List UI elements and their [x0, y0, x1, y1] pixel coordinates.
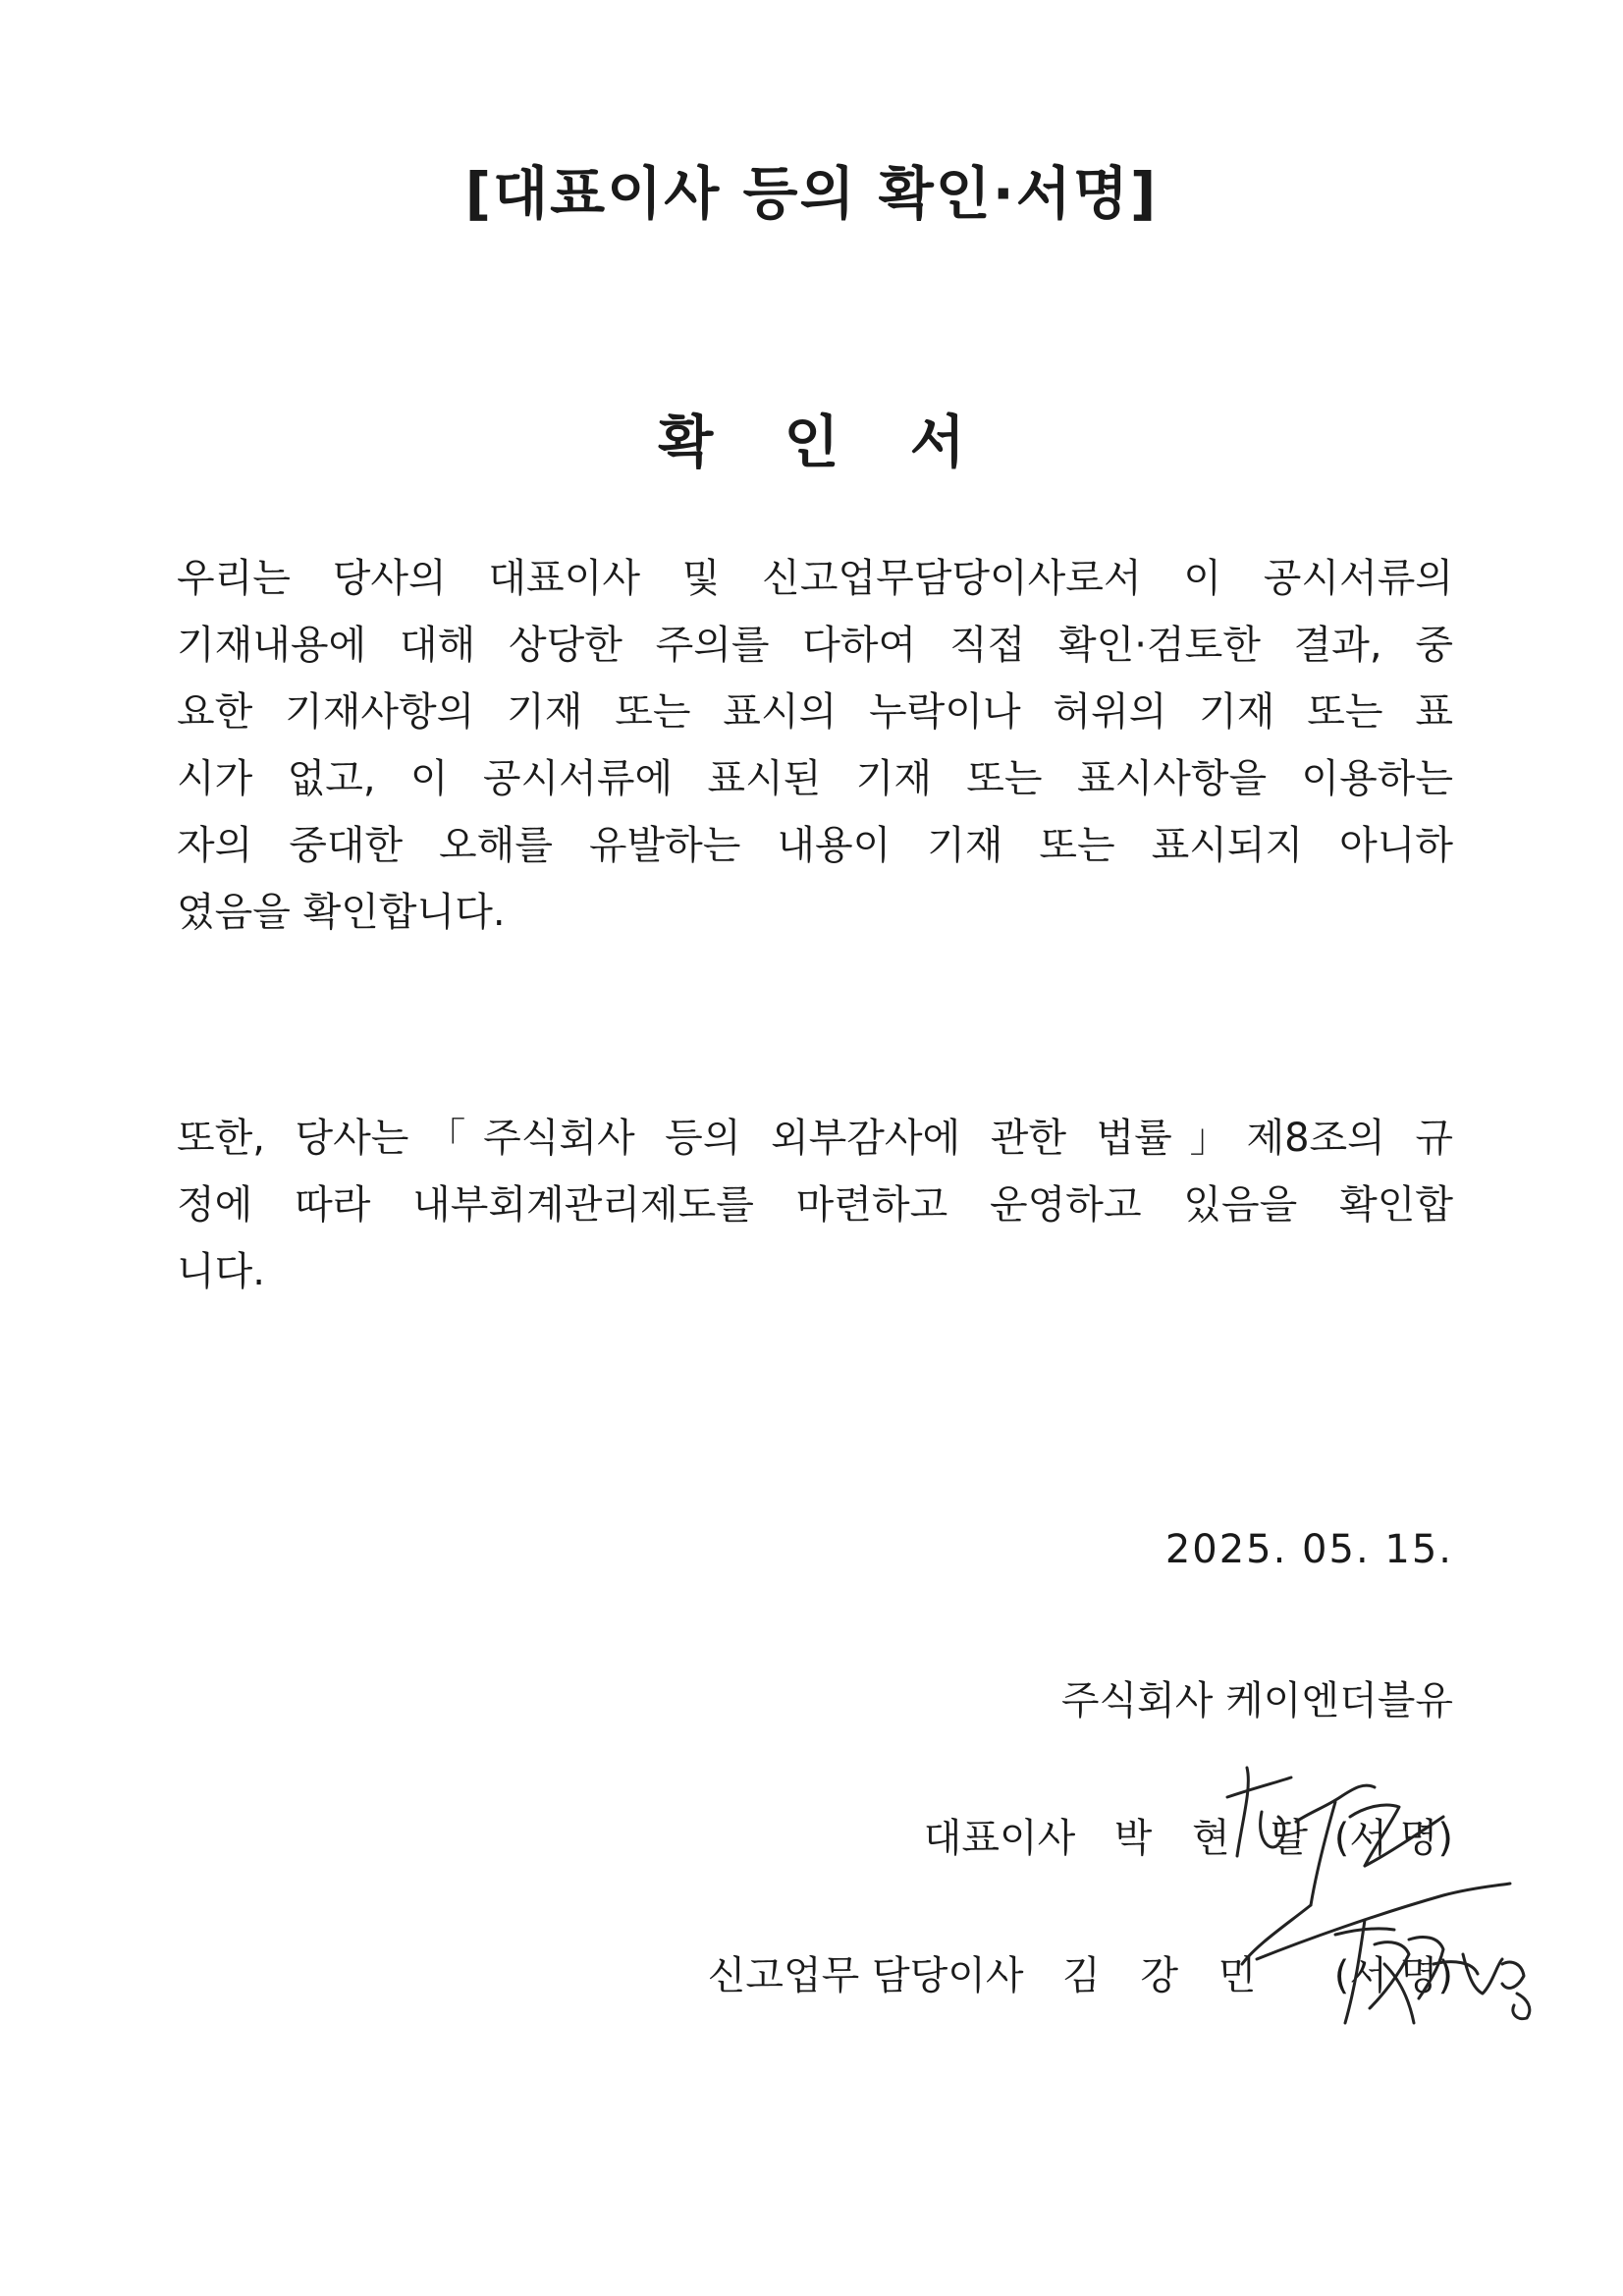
- confirmation-paragraph-1: [177, 545, 1453, 946]
- ceo-signature-line: [924, 1807, 1453, 1863]
- paragraph-line: 기재내용에 대해 상당한 주의를 다하여 직접 확인·검토한 결과, 중: [177, 623, 1453, 668]
- officer-title: 신고업무 담당이사: [707, 1953, 1024, 1998]
- confirmation-paragraph-2: [177, 1105, 1453, 1305]
- page-header-title: [대표이사 등의 확인·서명]: [464, 160, 1159, 227]
- document-date: 2025. 05. 15.: [1164, 1527, 1453, 1572]
- officer-sign-label: (서 명): [1333, 1953, 1453, 1998]
- officer-signature-line: [708, 1944, 1453, 2000]
- document-title: 확 인 서: [658, 409, 991, 475]
- paragraph-line: 자의 중대한 오해를 유발하는 내용이 기재 또는 표시되지 아니하: [177, 823, 1453, 868]
- paragraph-line: 또한, 당사는「주식회사 등의 외부감사에 관한 법률」제8조의 규: [177, 1116, 1453, 1161]
- paragraph-line: 우리는 당사의 대표이사 및 신고업무담당이사로서 이 공시서류의: [177, 556, 1453, 601]
- ceo-title: 대표이사: [923, 1816, 1076, 1861]
- company-name: 주식회사 케이엔더블유: [1060, 1678, 1453, 1723]
- officer-name: 김 강 민: [1061, 1953, 1271, 1998]
- paragraph-line: 요한 기재사항의 기재 또는 표시의 누락이나 허위의 기재 또는 표: [177, 689, 1453, 735]
- ceo-sign-label: (서 명): [1333, 1816, 1453, 1861]
- paragraph-line: 정에 따라 내부회계관리제도를 마련하고 운영하고 있음을 확인합: [177, 1182, 1453, 1228]
- paragraph-line: 였음을 확인합니다.: [177, 890, 506, 935]
- ceo-name: 박 현 달: [1113, 1816, 1323, 1861]
- paragraph-line: 니다.: [177, 1249, 265, 1294]
- paragraph-line: 시가 없고, 이 공시서류에 표시된 기재 또는 표시사항을 이용하는: [177, 756, 1453, 801]
